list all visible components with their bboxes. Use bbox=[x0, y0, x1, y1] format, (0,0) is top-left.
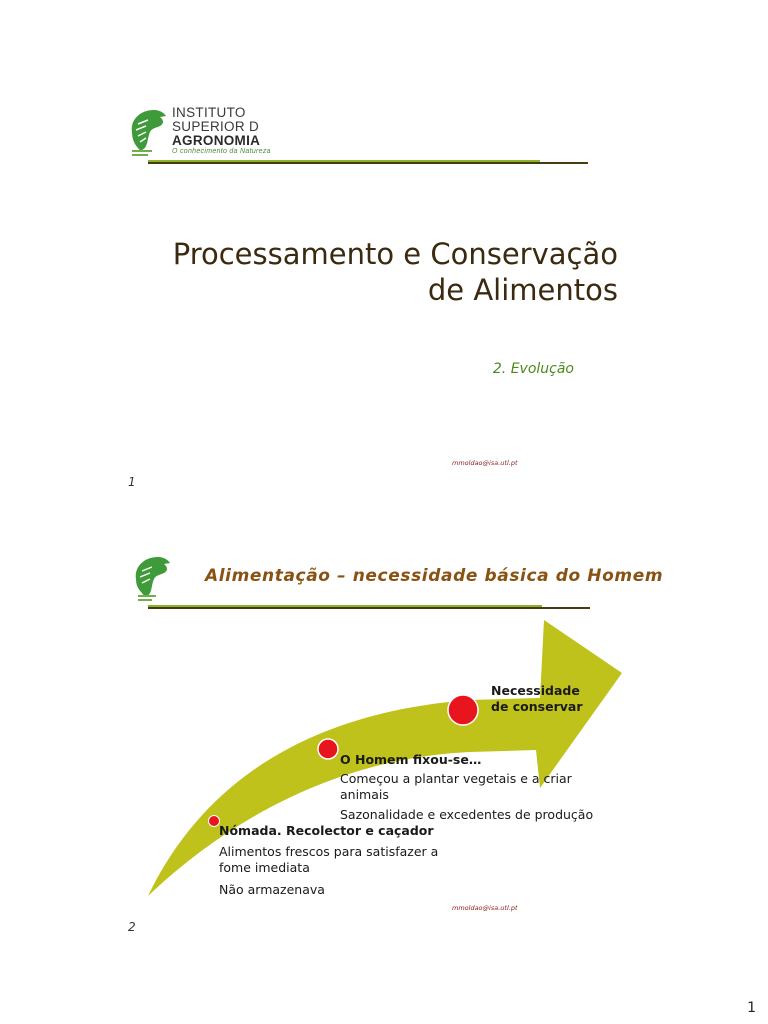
stage3-line1: Necessidade bbox=[491, 683, 580, 698]
stage2-dot bbox=[316, 737, 340, 761]
presentation-title bbox=[140, 236, 618, 308]
stage1-line3: Não armazenava bbox=[219, 882, 325, 897]
stage1-heading: Nómada. Recolector e caçador bbox=[219, 823, 434, 838]
author-email: mmoldao@isa.utl.pt bbox=[452, 459, 518, 467]
logo-tagline: O conhecimento da Natureza bbox=[172, 148, 271, 155]
eagle-icon bbox=[126, 102, 172, 162]
institute-logo-small bbox=[132, 553, 176, 603]
stage1-line1: Alimentos frescos para satisfazer a bbox=[219, 844, 439, 859]
header-divider bbox=[148, 160, 588, 164]
author-email: mmoldao@isa.utl.pt bbox=[452, 904, 518, 912]
stage2-line3: Sazonalidade e excedentes de produção bbox=[340, 807, 594, 822]
stage2-line1: Começou a plantar vegetais e a criar bbox=[340, 771, 572, 786]
logo-text-line1: INSTITUTO bbox=[172, 105, 246, 120]
stage3-line2: de conservar bbox=[491, 699, 583, 714]
eagle-icon bbox=[132, 553, 176, 603]
slide-title: Alimentação – necessidade básica do Homem bbox=[205, 566, 664, 586]
title-line-1: Processamento e Conservação bbox=[172, 237, 618, 271]
stage3-label bbox=[491, 683, 583, 715]
slide-number: 1 bbox=[128, 475, 136, 489]
stage3-dot bbox=[446, 693, 480, 727]
stage1-description bbox=[219, 844, 459, 876]
logo-text-line3: AGRONOMIA bbox=[172, 133, 261, 148]
header-divider bbox=[148, 605, 590, 609]
title-line-2: de Alimentos bbox=[427, 273, 618, 307]
institute-logo bbox=[126, 102, 271, 162]
stage2-description bbox=[340, 771, 580, 803]
logo-text-line2: SUPERIOR D bbox=[172, 119, 260, 134]
stage2-line2: animais bbox=[340, 787, 389, 802]
slide-number: 2 bbox=[128, 920, 136, 934]
section-subtitle: 2. Evolução bbox=[492, 361, 574, 377]
stage1-line2: fome imediata bbox=[219, 860, 310, 875]
page-number: 1 bbox=[747, 1000, 756, 1016]
stage2-heading: O Homem fixou-se… bbox=[340, 752, 482, 767]
